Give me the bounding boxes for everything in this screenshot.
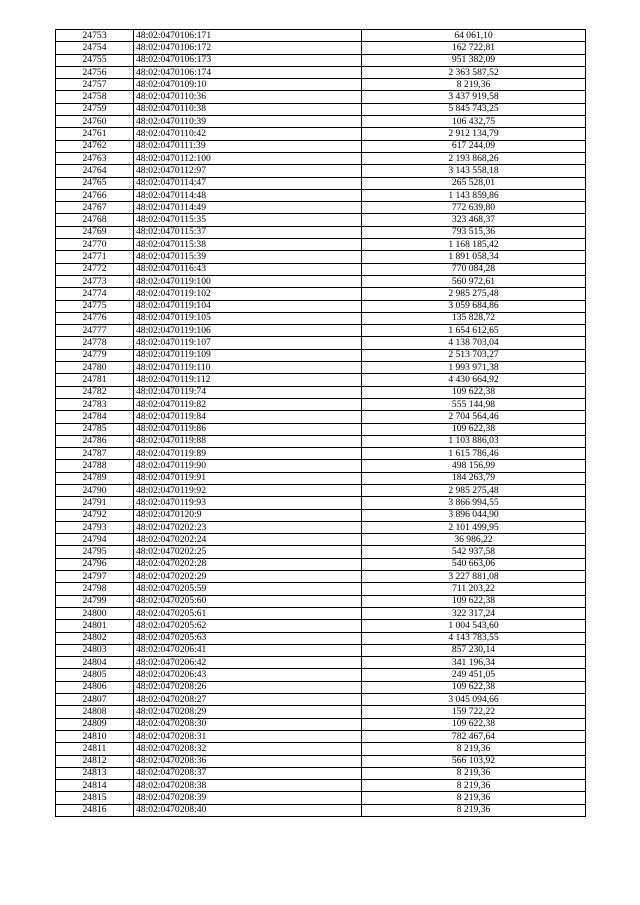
table-row: [56, 484, 586, 496]
cadastral-number-cell: 48:02:0470208:27: [134, 694, 362, 706]
row-number-cell: 24757: [56, 79, 134, 91]
table-row: [56, 694, 586, 706]
cadastral-value-cell: 617 244,09: [362, 140, 586, 152]
cadastral-value-cell: 109 622,38: [362, 595, 586, 607]
row-number-cell: 24791: [56, 497, 134, 509]
table-row: [56, 325, 586, 337]
cadastral-value-cell: 2 985 275,48: [362, 484, 586, 496]
row-number-cell: 24760: [56, 116, 134, 128]
cadastral-value-cell: 711 203,22: [362, 583, 586, 595]
table-row: [56, 521, 586, 533]
cadastral-value-cell: 1 654 612,65: [362, 325, 586, 337]
row-number-cell: 24755: [56, 54, 134, 66]
cadastral-value-cell: 36 986,22: [362, 534, 586, 546]
cadastral-number-cell: 48:02:0470206:43: [134, 669, 362, 681]
cadastral-number-cell: 48:02:0470116:43: [134, 263, 362, 275]
row-number-cell: 24796: [56, 558, 134, 570]
cadastral-number-cell: 48:02:0470205:59: [134, 583, 362, 595]
cadastral-value-cell: 64 061,10: [362, 30, 586, 42]
cadastral-number-cell: 48:02:0470119:93: [134, 497, 362, 509]
row-number-cell: 24764: [56, 165, 134, 177]
cadastral-value-cell: 4 430 664,92: [362, 374, 586, 386]
row-number-cell: 24816: [56, 804, 134, 816]
table-row: [56, 177, 586, 189]
cadastral-value-cell: 3 059 684,86: [362, 300, 586, 312]
table-row: [56, 792, 586, 804]
table-row: [56, 202, 586, 214]
cadastral-value-cell: 1 103 886,03: [362, 435, 586, 447]
cadastral-number-cell: 48:02:0470208:40: [134, 804, 362, 816]
row-number-cell: 24789: [56, 472, 134, 484]
table-row: [56, 706, 586, 718]
row-number-cell: 24782: [56, 386, 134, 398]
row-number-cell: 24771: [56, 251, 134, 263]
table-row: [56, 435, 586, 447]
cadastral-number-cell: 48:02:0470208:39: [134, 792, 362, 804]
table-row: [56, 398, 586, 410]
table-row: [56, 534, 586, 546]
row-number-cell: 24792: [56, 509, 134, 521]
cadastral-number-cell: 48:02:0470119:105: [134, 312, 362, 324]
cadastral-value-cell: 2 363 587,52: [362, 66, 586, 78]
row-number-cell: 24802: [56, 632, 134, 644]
table-row: [56, 165, 586, 177]
cadastral-value-cell: 793 515,36: [362, 226, 586, 238]
cadastral-number-cell: 48:02:0470119:110: [134, 362, 362, 374]
cadastral-value-cell: 1 993 971,38: [362, 362, 586, 374]
cadastral-value-cell: 772 639,80: [362, 202, 586, 214]
table-row: [56, 448, 586, 460]
cadastral-number-cell: 48:02:0470119:86: [134, 423, 362, 435]
table-row: [56, 103, 586, 115]
table-row: [56, 349, 586, 361]
row-number-cell: 24805: [56, 669, 134, 681]
row-number-cell: 24810: [56, 730, 134, 742]
cadastral-number-cell: 48:02:0470119:92: [134, 484, 362, 496]
cadastral-value-cell: 3 045 094,66: [362, 694, 586, 706]
table-row: [56, 91, 586, 103]
cadastral-value-cell: 3 896 044,90: [362, 509, 586, 521]
row-number-cell: 24799: [56, 595, 134, 607]
row-number-cell: 24794: [56, 534, 134, 546]
table-row: [56, 116, 586, 128]
cadastral-number-cell: 48:02:0470202:29: [134, 571, 362, 583]
cadastral-value-cell: 8 219,36: [362, 79, 586, 91]
row-number-cell: 24795: [56, 546, 134, 558]
table-row: [56, 337, 586, 349]
table-row: [56, 681, 586, 693]
table-row: [56, 558, 586, 570]
cadastral-number-cell: 48:02:0470106:171: [134, 30, 362, 42]
cadastral-number-cell: 48:02:0470119:74: [134, 386, 362, 398]
row-number-cell: 24803: [56, 644, 134, 656]
row-number-cell: 24797: [56, 571, 134, 583]
row-number-cell: 24786: [56, 435, 134, 447]
cadastral-value-cell: 555 144,98: [362, 398, 586, 410]
cadastral-value-cell: 4 138 703,04: [362, 337, 586, 349]
cadastral-number-cell: 48:02:0470114:49: [134, 202, 362, 214]
table-row: [56, 54, 586, 66]
cadastral-value-cell: 4 143 783,55: [362, 632, 586, 644]
cadastral-number-cell: 48:02:0470106:173: [134, 54, 362, 66]
row-number-cell: 24801: [56, 620, 134, 632]
cadastral-value-cell: 2 193 868,26: [362, 152, 586, 164]
cadastral-value-cell: 782 467,64: [362, 730, 586, 742]
cadastral-value-cell: 162 722,81: [362, 42, 586, 54]
cadastral-number-cell: 48:02:0470205:62: [134, 620, 362, 632]
cadastral-number-cell: 48:02:0470110:42: [134, 128, 362, 140]
cadastral-number-cell: 48:02:0470202:28: [134, 558, 362, 570]
cadastral-value-cell: 8 219,36: [362, 780, 586, 792]
cadastral-value-cell: 540 663,06: [362, 558, 586, 570]
cadastral-number-cell: 48:02:0470119:84: [134, 411, 362, 423]
table-row: [56, 312, 586, 324]
cadastral-value-cell: 3 437 919,58: [362, 91, 586, 103]
table-row: [56, 620, 586, 632]
cadastral-number-cell: 48:02:0470119:88: [134, 435, 362, 447]
table-row: [56, 362, 586, 374]
table-row: [56, 644, 586, 656]
table-row: [56, 423, 586, 435]
table-row: [56, 374, 586, 386]
row-number-cell: 24761: [56, 128, 134, 140]
cadastral-number-cell: 48:02:0470115:35: [134, 214, 362, 226]
cadastral-value-table: [55, 29, 586, 817]
table-row: [56, 66, 586, 78]
cadastral-number-cell: 48:02:0470119:106: [134, 325, 362, 337]
row-number-cell: 24813: [56, 767, 134, 779]
row-number-cell: 24790: [56, 484, 134, 496]
cadastral-value-cell: 109 622,38: [362, 681, 586, 693]
cadastral-value-cell: 1 891 058,34: [362, 251, 586, 263]
cadastral-number-cell: 48:02:0470202:23: [134, 521, 362, 533]
cadastral-number-cell: 48:02:0470208:29: [134, 706, 362, 718]
row-number-cell: 24772: [56, 263, 134, 275]
row-number-cell: 24753: [56, 30, 134, 42]
cadastral-value-cell: 8 219,36: [362, 792, 586, 804]
cadastral-value-cell: 951 382,09: [362, 54, 586, 66]
table-row: [56, 730, 586, 742]
table-row: [56, 189, 586, 201]
cadastral-value-cell: 8 219,36: [362, 743, 586, 755]
table-row: [56, 472, 586, 484]
table-row: [56, 509, 586, 521]
row-number-cell: 24814: [56, 780, 134, 792]
row-number-cell: 24804: [56, 657, 134, 669]
row-number-cell: 24770: [56, 239, 134, 251]
table-row: [56, 140, 586, 152]
cadastral-value-cell: 566 103,92: [362, 755, 586, 767]
cadastral-number-cell: 48:02:0470106:174: [134, 66, 362, 78]
cadastral-value-cell: 265 528,01: [362, 177, 586, 189]
table-row: [56, 743, 586, 755]
table-row: [56, 583, 586, 595]
cadastral-number-cell: 48:02:0470111:39: [134, 140, 362, 152]
table-row: [56, 263, 586, 275]
cadastral-number-cell: 48:02:0470110:36: [134, 91, 362, 103]
table-row: [56, 152, 586, 164]
row-number-cell: 24785: [56, 423, 134, 435]
row-number-cell: 24775: [56, 300, 134, 312]
table-row: [56, 497, 586, 509]
cadastral-number-cell: 48:02:0470119:112: [134, 374, 362, 386]
table-row: [56, 275, 586, 287]
table-row: [56, 128, 586, 140]
row-number-cell: 24800: [56, 607, 134, 619]
cadastral-number-cell: 48:02:0470115:37: [134, 226, 362, 238]
cadastral-number-cell: 48:02:0470112:100: [134, 152, 362, 164]
cadastral-value-cell: 135 828,72: [362, 312, 586, 324]
cadastral-value-cell: 857 230,14: [362, 644, 586, 656]
row-number-cell: 24808: [56, 706, 134, 718]
table-body: [56, 30, 586, 817]
cadastral-number-cell: 48:02:0470205:61: [134, 607, 362, 619]
row-number-cell: 24778: [56, 337, 134, 349]
table-row: [56, 632, 586, 644]
row-number-cell: 24798: [56, 583, 134, 595]
cadastral-value-cell: 498 156,99: [362, 460, 586, 472]
cadastral-number-cell: 48:02:0470119:109: [134, 349, 362, 361]
row-number-cell: 24809: [56, 718, 134, 730]
row-number-cell: 24769: [56, 226, 134, 238]
table-row: [56, 239, 586, 251]
row-number-cell: 24756: [56, 66, 134, 78]
cadastral-number-cell: 48:02:0470205:63: [134, 632, 362, 644]
cadastral-number-cell: 48:02:0470120:9: [134, 509, 362, 521]
row-number-cell: 24758: [56, 91, 134, 103]
cadastral-number-cell: 48:02:0470208:32: [134, 743, 362, 755]
table-row: [56, 718, 586, 730]
row-number-cell: 24806: [56, 681, 134, 693]
table-row: [56, 546, 586, 558]
cadastral-value-cell: 2 513 703,27: [362, 349, 586, 361]
cadastral-number-cell: 48:02:0470208:36: [134, 755, 362, 767]
cadastral-value-cell: 184 263,79: [362, 472, 586, 484]
table-row: [56, 669, 586, 681]
cadastral-number-cell: 48:02:0470119:90: [134, 460, 362, 472]
cadastral-number-cell: 48:02:0470109:10: [134, 79, 362, 91]
cadastral-value-cell: 322 317,24: [362, 607, 586, 619]
cadastral-number-cell: 48:02:0470208:30: [134, 718, 362, 730]
cadastral-value-cell: 1 004 543,60: [362, 620, 586, 632]
cadastral-value-cell: 2 985 275,48: [362, 288, 586, 300]
cadastral-number-cell: 48:02:0470115:38: [134, 239, 362, 251]
cadastral-number-cell: 48:02:0470208:38: [134, 780, 362, 792]
cadastral-value-cell: 2 912 134,79: [362, 128, 586, 140]
cadastral-number-cell: 48:02:0470114:47: [134, 177, 362, 189]
cadastral-number-cell: 48:02:0470119:104: [134, 300, 362, 312]
row-number-cell: 24784: [56, 411, 134, 423]
cadastral-number-cell: 48:02:0470115:39: [134, 251, 362, 263]
cadastral-value-cell: 1 143 859,86: [362, 189, 586, 201]
cadastral-value-cell: 770 084,28: [362, 263, 586, 275]
cadastral-number-cell: 48:02:0470208:26: [134, 681, 362, 693]
table-row: [56, 386, 586, 398]
row-number-cell: 24763: [56, 152, 134, 164]
row-number-cell: 24787: [56, 448, 134, 460]
cadastral-value-cell: 323 468,37: [362, 214, 586, 226]
table-row: [56, 79, 586, 91]
cadastral-number-cell: 48:02:0470106:172: [134, 42, 362, 54]
cadastral-value-cell: 1 168 185,42: [362, 239, 586, 251]
row-number-cell: 24812: [56, 755, 134, 767]
row-number-cell: 24773: [56, 275, 134, 287]
row-number-cell: 24807: [56, 694, 134, 706]
row-number-cell: 24793: [56, 521, 134, 533]
row-number-cell: 24780: [56, 362, 134, 374]
row-number-cell: 24774: [56, 288, 134, 300]
row-number-cell: 24788: [56, 460, 134, 472]
cadastral-value-cell: 1 615 786,46: [362, 448, 586, 460]
cadastral-value-cell: 249 451,05: [362, 669, 586, 681]
table-row: [56, 42, 586, 54]
row-number-cell: 24762: [56, 140, 134, 152]
cadastral-number-cell: 48:02:0470202:25: [134, 546, 362, 558]
cadastral-number-cell: 48:02:0470208:31: [134, 730, 362, 742]
row-number-cell: 24779: [56, 349, 134, 361]
cadastral-value-cell: 8 219,36: [362, 804, 586, 816]
cadastral-number-cell: 48:02:0470114:48: [134, 189, 362, 201]
cadastral-value-cell: 3 227 881,08: [362, 571, 586, 583]
cadastral-number-cell: 48:02:0470110:39: [134, 116, 362, 128]
row-number-cell: 24811: [56, 743, 134, 755]
table-row: [56, 804, 586, 816]
cadastral-value-cell: 106 432,75: [362, 116, 586, 128]
cadastral-value-cell: 5 845 743,25: [362, 103, 586, 115]
table-row: [56, 251, 586, 263]
table-row: [56, 226, 586, 238]
row-number-cell: 24759: [56, 103, 134, 115]
cadastral-value-cell: 109 622,38: [362, 718, 586, 730]
row-number-cell: 24777: [56, 325, 134, 337]
cadastral-value-cell: 159 722,22: [362, 706, 586, 718]
table-row: [56, 288, 586, 300]
table-row: [56, 300, 586, 312]
row-number-cell: 24765: [56, 177, 134, 189]
table-row: [56, 657, 586, 669]
table-row: [56, 595, 586, 607]
cadastral-number-cell: 48:02:0470206:41: [134, 644, 362, 656]
row-number-cell: 24815: [56, 792, 134, 804]
cadastral-number-cell: 48:02:0470119:102: [134, 288, 362, 300]
row-number-cell: 24781: [56, 374, 134, 386]
table-row: [56, 767, 586, 779]
cadastral-number-cell: 48:02:0470208:37: [134, 767, 362, 779]
cadastral-value-cell: 2 704 564,46: [362, 411, 586, 423]
cadastral-value-cell: 8 219,36: [362, 767, 586, 779]
table-row: [56, 411, 586, 423]
cadastral-number-cell: 48:02:0470119:82: [134, 398, 362, 410]
table-row: [56, 780, 586, 792]
table-row: [56, 755, 586, 767]
cadastral-number-cell: 48:02:0470119:91: [134, 472, 362, 484]
cadastral-value-cell: 2 101 499,95: [362, 521, 586, 533]
cadastral-value-cell: 3 143 558,18: [362, 165, 586, 177]
cadastral-number-cell: 48:02:0470119:100: [134, 275, 362, 287]
cadastral-value-cell: 109 622,38: [362, 386, 586, 398]
cadastral-value-cell: 109 622,38: [362, 423, 586, 435]
row-number-cell: 24776: [56, 312, 134, 324]
row-number-cell: 24767: [56, 202, 134, 214]
table-row: [56, 571, 586, 583]
table-row: [56, 460, 586, 472]
cadastral-number-cell: 48:02:0470110:38: [134, 103, 362, 115]
row-number-cell: 24766: [56, 189, 134, 201]
row-number-cell: 24754: [56, 42, 134, 54]
cadastral-value-cell: 542 937,58: [362, 546, 586, 558]
cadastral-value-cell: 341 196,34: [362, 657, 586, 669]
table-row: [56, 30, 586, 42]
table-row: [56, 607, 586, 619]
cadastral-number-cell: 48:02:0470202:24: [134, 534, 362, 546]
cadastral-number-cell: 48:02:0470206:42: [134, 657, 362, 669]
cadastral-number-cell: 48:02:0470205:60: [134, 595, 362, 607]
cadastral-value-cell: 3 866 994,55: [362, 497, 586, 509]
cadastral-number-cell: 48:02:0470119:107: [134, 337, 362, 349]
table-row: [56, 214, 586, 226]
cadastral-number-cell: 48:02:0470119:89: [134, 448, 362, 460]
cadastral-value-cell: 560 972,61: [362, 275, 586, 287]
cadastral-number-cell: 48:02:0470112:97: [134, 165, 362, 177]
row-number-cell: 24768: [56, 214, 134, 226]
row-number-cell: 24783: [56, 398, 134, 410]
